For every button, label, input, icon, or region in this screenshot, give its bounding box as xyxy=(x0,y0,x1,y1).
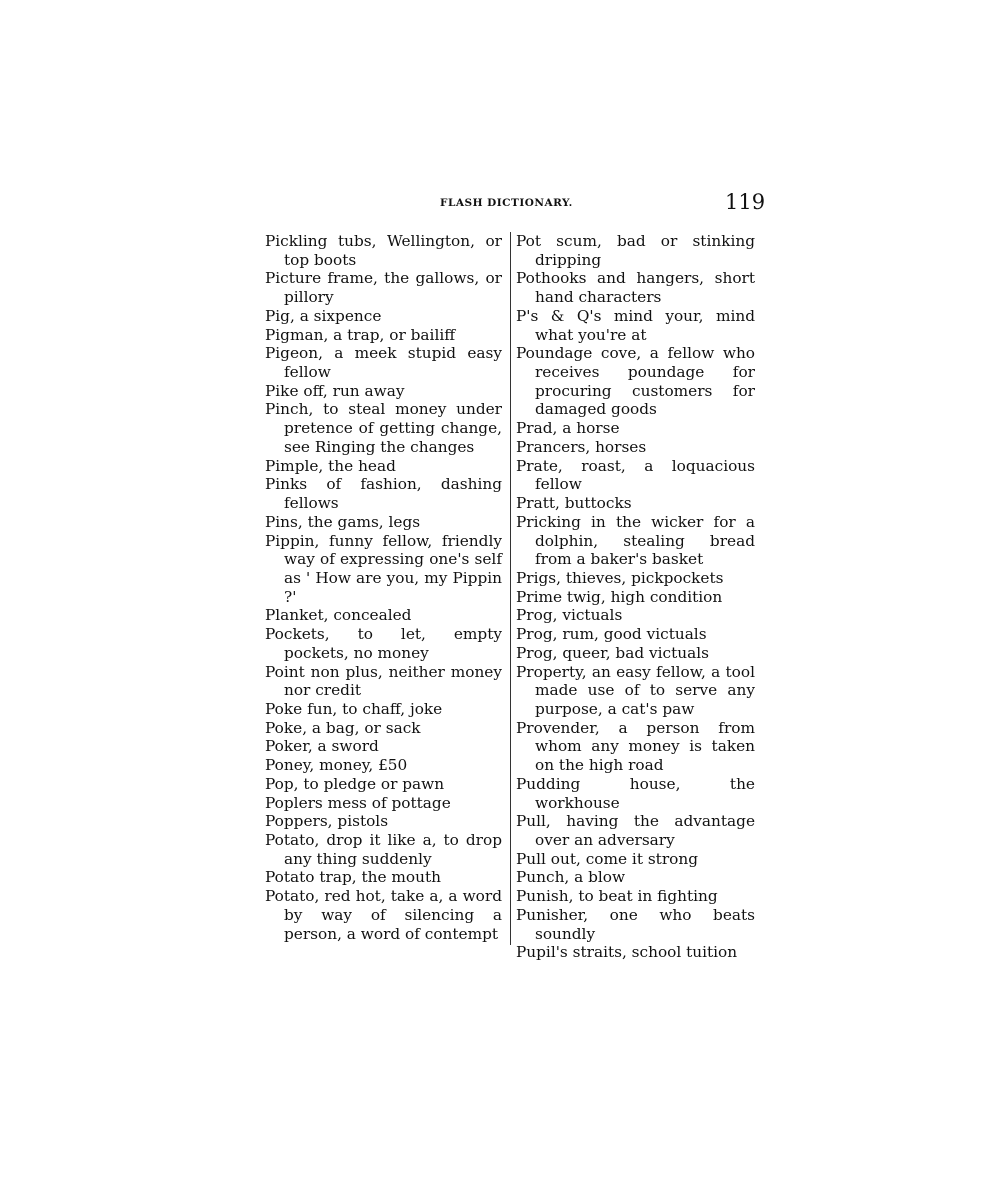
dictionary-entry: Poney, money, £50 xyxy=(265,756,408,775)
dictionary-entry: Pockets, to let, empty pockets, no money xyxy=(265,625,502,662)
dictionary-entry: Prog, rum, good victuals xyxy=(516,625,707,644)
dictionary-entry: Pupil's straits, school tuition xyxy=(516,943,738,962)
dictionary-entry: Pull, having the advantage over an adversary xyxy=(516,812,755,849)
left-column xyxy=(265,232,502,943)
dictionary-entry: Punch, a blow xyxy=(516,868,626,887)
dictionary-entry: Poppers, pistols xyxy=(265,812,389,831)
dictionary-entry: Pins, the gams, legs xyxy=(265,512,421,531)
dictionary-entry: Property, an easy fellow, a tool made use of to serve any purpose, a cat's paw xyxy=(516,662,755,718)
dictionary-entry: Pratt, buttocks xyxy=(516,494,632,513)
dictionary-entry: Pickling tubs, Wellington, or top boots xyxy=(265,232,502,269)
dictionary-entry: Potato, drop it like a, to drop any thing suddenly xyxy=(265,831,502,868)
dictionary-entry: Planket, concealed xyxy=(265,606,412,625)
dictionary-entry: Pinch, to steal money under pretence of getting change, see Ringing the changes xyxy=(265,400,502,456)
dictionary-entry: Pippin, funny fellow, friendly way of expressing one's self as ' How are you, my Pippin ?' xyxy=(265,531,502,606)
dictionary-entry: Pot scum, bad or stinking dripping xyxy=(516,232,755,269)
dictionary-entry: Poke, a bag, or sack xyxy=(265,718,421,737)
dictionary-entry: Pike off, run away xyxy=(265,381,405,400)
dictionary-entry: Pull out, come it strong xyxy=(516,849,698,868)
dictionary-entry: Punisher, one who beats soundly xyxy=(516,905,755,943)
dictionary-entry: Poundage cove, a fellow who receives poundage for procuring customers for damaged goods xyxy=(516,344,755,419)
dictionary-entry: Prime twig, high condition xyxy=(516,587,723,606)
dictionary-entry: Pricking in the wicker for a dolphin, stealing bread from a baker's basket xyxy=(516,512,755,569)
dictionary-entry: Pothooks and hangers, short hand characters xyxy=(516,269,755,307)
dictionary-entry: Pig, a sixpence xyxy=(265,306,382,325)
dictionary-entry: Provender, a person from whom any money is taken on the high road xyxy=(516,718,755,775)
dictionary-entry: Pudding house, the workhouse xyxy=(516,774,755,812)
dictionary-entry: Prog, queer, bad victuals xyxy=(516,643,709,662)
dictionary-entry: Prate, roast, a loquacious fellow xyxy=(516,456,755,494)
dictionary-entry: Prad, a horse xyxy=(516,419,620,438)
dictionary-entry: Poplers mess of pottage xyxy=(265,793,451,812)
right-column xyxy=(516,232,755,962)
dictionary-entry: Pimple, the head xyxy=(265,456,396,475)
dictionary-entry: Prog, victuals xyxy=(516,606,623,625)
dictionary-entry: Picture frame, the gallows, or pillory xyxy=(265,269,502,307)
dictionary-entry: Pinks of fashion, dashing fellows xyxy=(265,475,502,513)
dictionary-entry: P's & Q's mind your, mind what you're at xyxy=(516,306,755,344)
dictionary-entry: Potato, red hot, take a, a word by way of silencing a person, a word of contempt xyxy=(265,887,502,943)
dictionary-entry: Pop, to pledge or pawn xyxy=(265,774,445,793)
page-number: 119 xyxy=(725,190,766,214)
dictionary-entry: Poker, a sword xyxy=(265,737,379,756)
dictionary-entry: Prigs, thieves, pickpockets xyxy=(516,568,724,587)
dictionary-entry: Prancers, horses xyxy=(516,437,647,456)
column-divider xyxy=(510,232,511,945)
dictionary-entry: Point non plus, neither money nor credit xyxy=(265,662,502,700)
dictionary-entry: Punish, to beat in fighting xyxy=(516,887,718,906)
dictionary-entry: Pigman, a trap, or bailiff xyxy=(265,325,456,344)
running-title: FLASH DICTIONARY. xyxy=(440,197,573,209)
dictionary-entry: Potato trap, the mouth xyxy=(265,868,441,887)
dictionary-entry: Poke fun, to chaff, joke xyxy=(265,699,443,718)
dictionary-entry: Pigeon, a meek stupid easy fellow xyxy=(265,344,502,382)
